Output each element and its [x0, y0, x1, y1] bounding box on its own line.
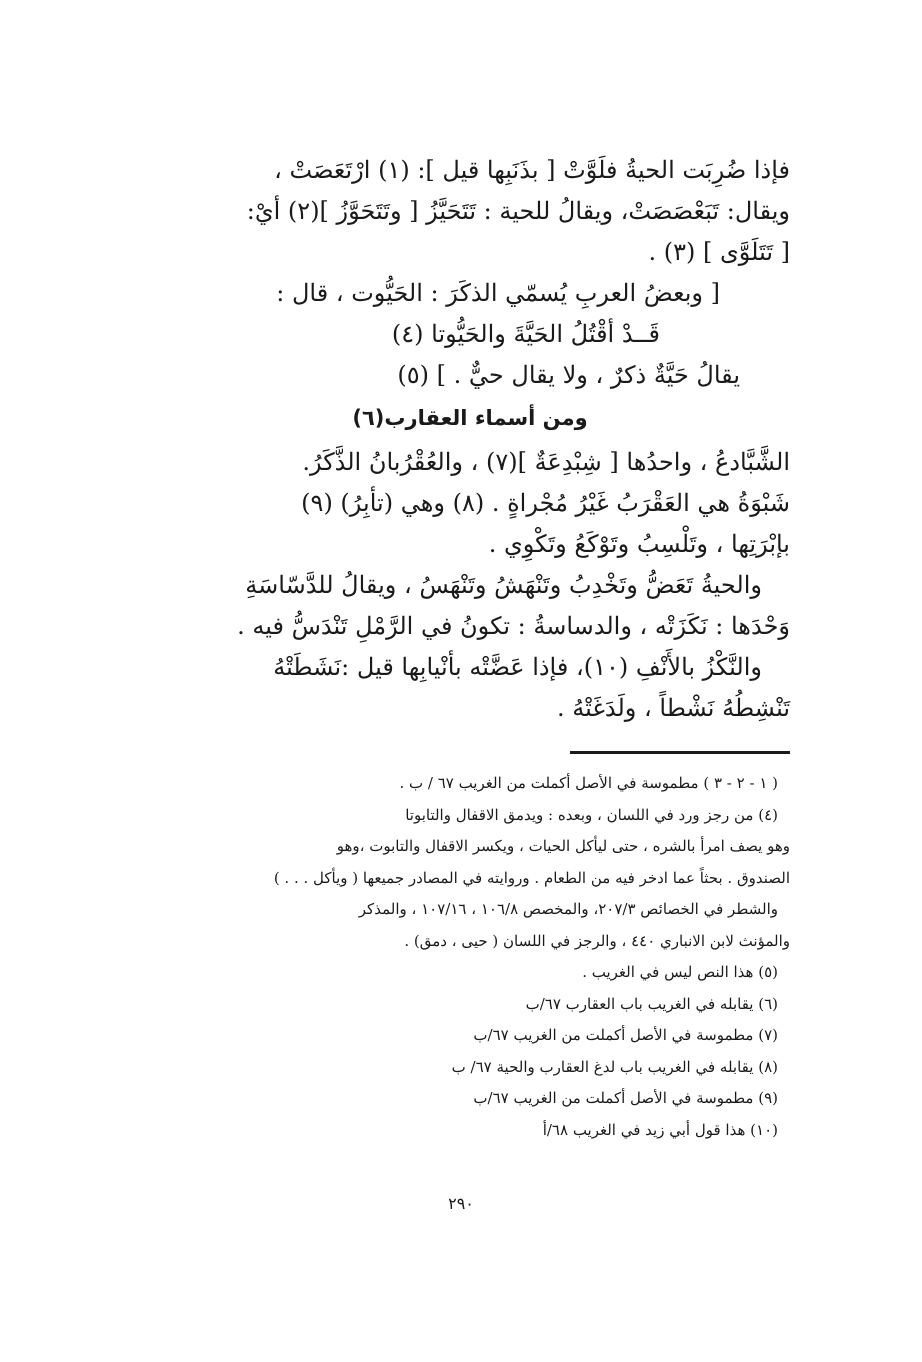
- footnote: (١٠) هذا قول أبي زيد في الغريب ٦٨/أ: [542, 1120, 778, 1139]
- verse-line: قَــدْ أقْتُلُ الحَيَّةَ والحَيُّوتا (٤): [391, 320, 660, 348]
- text-line: تَنْشِطُهُ نَشْطاً ، ولَدَغَتْهُ .: [556, 694, 790, 722]
- page: [150, 150, 790, 1146]
- text-line: [ تَتَلَوَّى ] (٣) .: [648, 238, 790, 266]
- text-line: والحيةُ تَعَضُّ وتَخْدِبُ وتَنْهَشُ وتَنْهَسُ ، ويقالُ للدَّسّاسَةِ: [245, 571, 762, 599]
- text-line: شَبْوَةُ هي العَقْرَبُ غَيْرُ مُجْراةٍ . (٨) وهي (تأبِرُ) (٩): [301, 489, 790, 517]
- footnote: (٥) هذا النص ليس في الغريب .: [582, 963, 778, 981]
- footnote-continuation: وهو يصف امرأ بالشره ، حتى ليأكل الحيات ، ويكسر الاقفال والتابوت ،وهو: [336, 837, 790, 855]
- footnote: (٤) من رجز ورد في اللسان ، وبعده : ويدمق الاقفال والتابوتا: [405, 805, 778, 824]
- footnote-continuation: والشطر في الخصائص ٢٠٧/٣، والمخصص ١٠٦/٨ ، ١٠٧/١٦ ، والمذكر: [358, 900, 778, 918]
- footnote-separator: [570, 751, 790, 754]
- footnote-continuation: والمؤنث لابن الانباري ٤٤٠ ، والرجز في اللسان ( حيى ، دمق) .: [404, 931, 790, 950]
- text-line: [ وبعضُ العربِ يُسمّي الذكَرَ : الحَيُّوت ، قال :: [276, 279, 720, 307]
- text-line: ويقال: تَبَعْصَصَتْ، ويقالُ للحية : تَتَحَيَّزُ [ وتَتَحَوَّزُ ](٢) أيْ:: [246, 197, 790, 225]
- main-text: [150, 150, 790, 729]
- text-line: فإذا ضُرِبَت الحيةُ فلَوَّتْ [ بذَنَبِها قيل ]: (١) ارْتَعَصَتْ ،: [274, 156, 790, 184]
- footnotes: [150, 768, 790, 1146]
- text-line: الشَّبَّادعُ ، واحدُها [ شِبْدِعَةٌ ](٧) ، والعُقْرُبانُ الذَّكَرُ.: [302, 448, 790, 476]
- footnote: (٩) مطموسة في الأصل أكملت من الغريب ٦٧/ب: [473, 1089, 778, 1107]
- footnote: (٨) يقابله في الغريب باب لدغ العقارب والحية ٦٧/ ب: [451, 1057, 778, 1076]
- section-heading: ومن أسماء العقارب(٦): [352, 406, 588, 430]
- footnote-continuation: الصندوق . بحثاً عما ادخر فيه من الطعام . وروايته في المصادر جميعها ( ويأكل . . . ): [273, 868, 790, 887]
- page-number: ٢٩٠: [448, 1194, 474, 1213]
- text-line: وَحْدَها : نَكَزَتْه ، والدساسةُ : تكونُ في الرَّمْلِ تَنْدَسُّ فيه .: [237, 612, 790, 640]
- text-line: والنَّكْزُ بالأَنْفِ (١٠)، فإذا عَضَّتْه بأنْيابِها قيل :نَشَطَتْهُ: [273, 653, 762, 681]
- text-line: يقالُ حَيَّةٌ ذكرٌ ، ولا يقال حيٌّ . ] (٥): [397, 361, 740, 389]
- footnote: ( ١ - ٢ - ٣ ) مطموسة في الأصل أكملت من الغريب ٦٧ / ب .: [399, 774, 778, 792]
- text-line: بإبْرَتِها ، وتَلْسِبُ وتَوْكَعُ وتَكْوِي .: [488, 530, 790, 558]
- footnote: (٧) مطموسة في الأصل أكملت من الغريب ٦٧/ب: [473, 1026, 778, 1044]
- footnote: (٦) يقابله في الغريب باب العقارب ٦٧/ب: [525, 994, 778, 1013]
